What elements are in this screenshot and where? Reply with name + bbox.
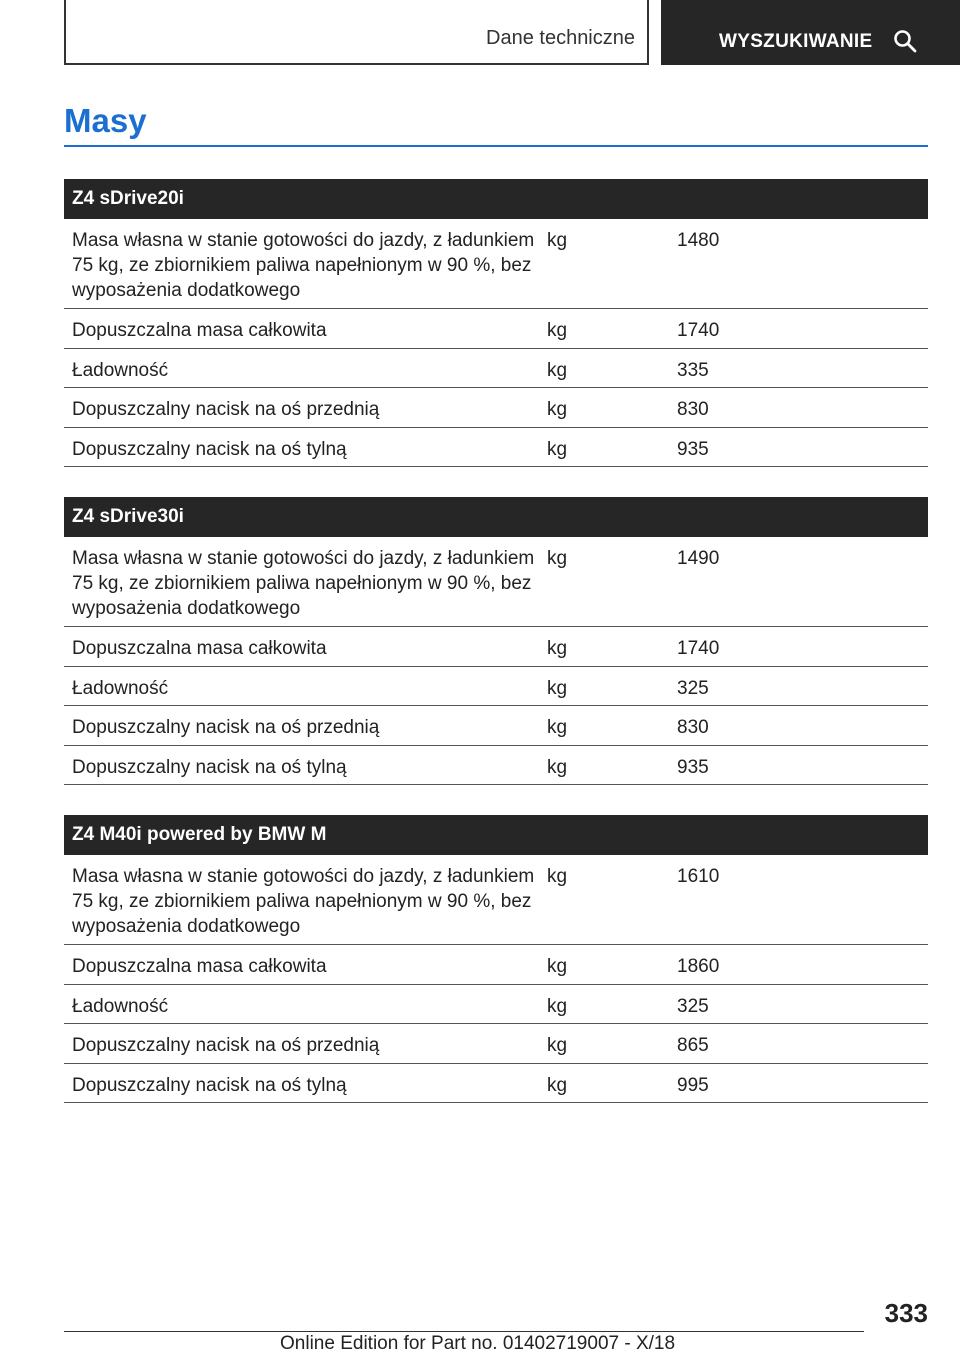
- row-value: 335: [677, 359, 709, 381]
- row-unit: kg: [547, 359, 568, 381]
- row-unit: kg: [547, 399, 568, 420]
- section-tab-dane-techniczne[interactable]: [64, 0, 649, 65]
- section-header: Z4 sDrive20i: [64, 179, 928, 219]
- row-value: 995: [677, 1074, 709, 1096]
- table-row: [64, 855, 928, 945]
- row-label: Ładowność: [72, 995, 169, 1017]
- title-divider: [64, 145, 928, 147]
- row-unit: kg: [547, 638, 568, 659]
- row-unit: kg: [547, 1074, 568, 1096]
- table-row: [64, 309, 928, 349]
- page-number: 333: [884, 1298, 928, 1328]
- table-row: [64, 706, 928, 746]
- row-value: 1740: [677, 320, 720, 341]
- section-z4-sdrive30i: [64, 497, 928, 785]
- row-unit: kg: [547, 1035, 568, 1056]
- row-label: Dopuszczalna masa całkowita: [72, 320, 327, 341]
- row-unit: kg: [547, 756, 568, 778]
- search-button[interactable]: [661, 0, 960, 65]
- row-label: Dopuszczalny nacisk na oś tylną: [72, 1074, 347, 1096]
- row-unit: kg: [547, 866, 568, 887]
- section-z4-m40i: [64, 815, 928, 1103]
- row-label: Dopuszczalna masa całkowita: [72, 956, 327, 977]
- row-label: Ładowność: [72, 677, 169, 699]
- row-unit: kg: [547, 230, 568, 251]
- table-row: [64, 667, 928, 707]
- row-value: 830: [677, 399, 709, 420]
- table-row: [64, 627, 928, 667]
- row-unit: kg: [547, 548, 568, 569]
- row-value: 1740: [677, 638, 720, 659]
- row-label: Dopuszczalny nacisk na oś przednią: [72, 1035, 380, 1056]
- row-value: 935: [677, 756, 709, 778]
- row-value: 1490: [677, 548, 720, 569]
- table-row: [64, 746, 928, 786]
- row-label: Dopuszczalny nacisk na oś tylną: [72, 756, 347, 778]
- search-icon: [893, 29, 917, 53]
- row-label: Masa własna w stanie gotowości do jazdy, z ładunkiem 75 kg, ze zbiornikiem paliwa napełnionym w 90 %, bez wyposażenia dodatkowego: [72, 866, 535, 937]
- row-unit: kg: [547, 438, 568, 460]
- row-label: Dopuszczalny nacisk na oś przednią: [72, 399, 380, 420]
- row-value: 865: [677, 1035, 709, 1056]
- table-row: [64, 388, 928, 428]
- row-unit: kg: [547, 320, 568, 341]
- row-unit: kg: [547, 956, 568, 977]
- row-unit: kg: [547, 995, 568, 1017]
- row-value: 1480: [677, 230, 720, 251]
- page-title: Masy: [64, 102, 147, 139]
- row-value: 325: [677, 677, 709, 699]
- section-z4-sdrive20i: [64, 179, 928, 467]
- table-row: [64, 428, 928, 468]
- row-value: 830: [677, 717, 709, 738]
- row-value: 1610: [677, 866, 720, 887]
- row-value: 1860: [677, 956, 720, 977]
- row-label: Masa własna w stanie gotowości do jazdy, z ładunkiem 75 kg, ze zbiornikiem paliwa napełnionym w 90 %, bez wyposażenia dodatkowego: [72, 230, 535, 301]
- search-button-label: WYSZUKIWANIE: [719, 30, 873, 52]
- row-value: 935: [677, 438, 709, 460]
- row-label: Dopuszczalny nacisk na oś przednią: [72, 717, 380, 738]
- section-header: Z4 sDrive30i: [64, 497, 928, 537]
- table-row: [64, 1064, 928, 1104]
- row-label: Dopuszczalny nacisk na oś tylną: [72, 438, 347, 460]
- footer-edition-text: Online Edition for Part no. 01402719007 - X/18: [280, 1333, 676, 1354]
- row-label: Masa własna w stanie gotowości do jazdy, z ładunkiem 75 kg, ze zbiornikiem paliwa napełnionym w 90 %, bez wyposażenia dodatkowego: [72, 548, 535, 619]
- section-tab-label: Dane techniczne: [486, 27, 635, 49]
- table-row: [64, 985, 928, 1025]
- section-header: Z4 M40i powered by BMW M: [64, 815, 928, 855]
- row-label: Ładowność: [72, 359, 169, 381]
- table-row: [64, 537, 928, 627]
- table-row: [64, 349, 928, 389]
- row-label: Dopuszczalna masa całkowita: [72, 638, 327, 659]
- row-unit: kg: [547, 677, 568, 699]
- row-value: 325: [677, 995, 709, 1017]
- table-row: [64, 945, 928, 985]
- table-row: [64, 219, 928, 309]
- footer-divider: [64, 1331, 864, 1332]
- row-unit: kg: [547, 717, 568, 738]
- table-row: [64, 1024, 928, 1064]
